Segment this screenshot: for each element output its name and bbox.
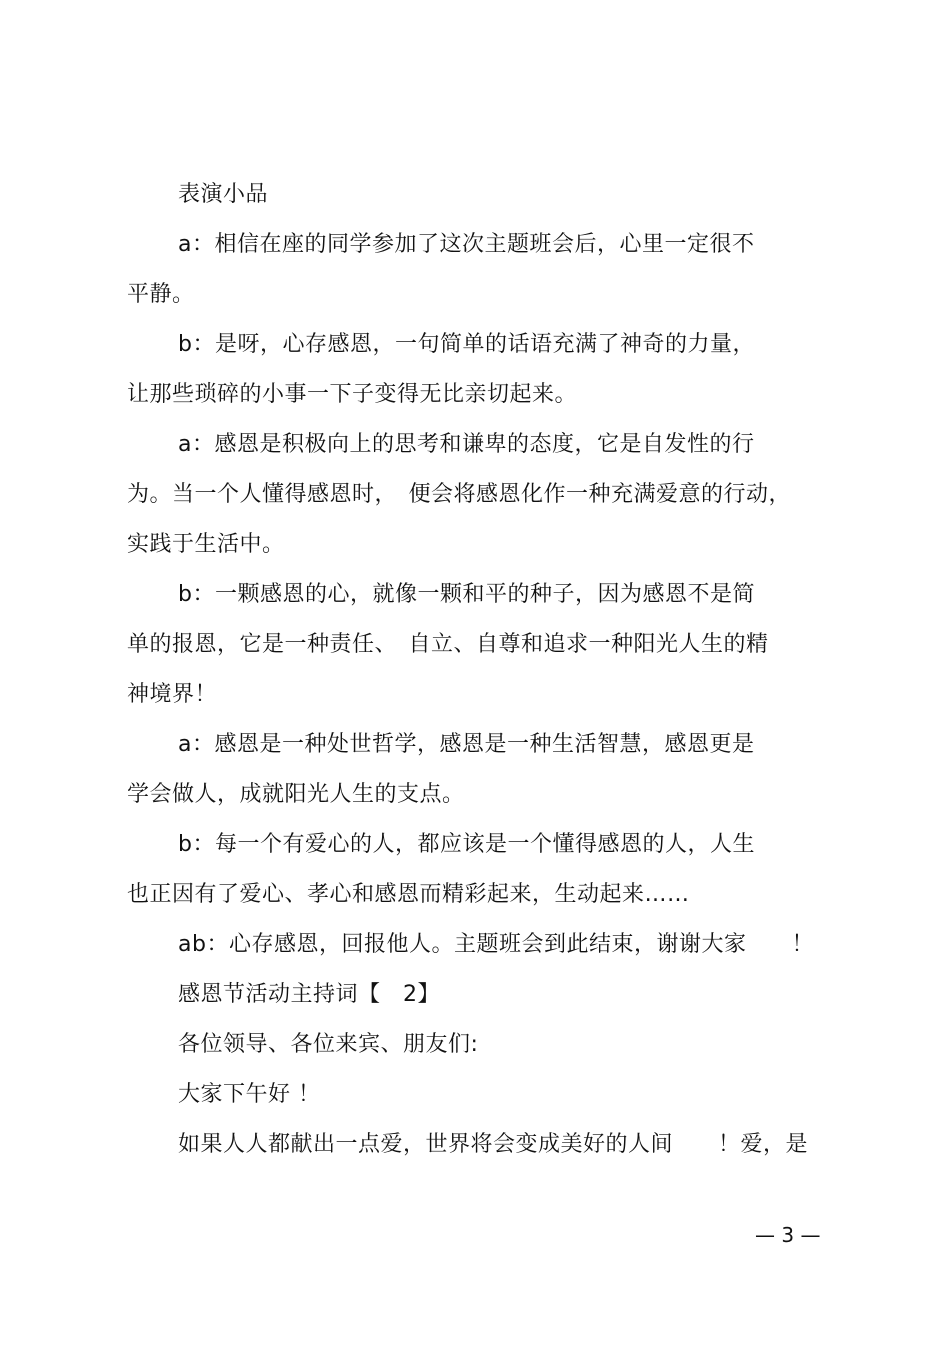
paragraph-line: 如果人人都献出一点爱，世界将会变成美好的人间 ！爱，是 — [178, 1132, 809, 1157]
paragraph-line: 为。当一个人懂得感恩时， 便会将感恩化作一种充满爱意的行动， — [127, 482, 792, 507]
paragraph-line: b：是呀，心存感恩，一句简单的话语充满了神奇的力量， — [178, 332, 755, 357]
paragraph-line: a：感恩是积极向上的思考和谦卑的态度，它是自发性的行 — [178, 432, 755, 457]
paragraph-line: 神境界！ — [127, 682, 218, 707]
paragraph-line: 实践于生活中。 — [127, 532, 285, 557]
paragraph-line: 让那些琐碎的小事一下子变得无比亲切起来。 — [127, 382, 578, 407]
paragraph-line: 也正因有了爱心、孝心和感恩而精彩起来，生动起来…… — [127, 882, 690, 907]
page-number: — 3 — — [755, 1223, 821, 1247]
paragraph-line: b：一颗感恩的心，就像一颗和平的种子，因为感恩不是简 — [178, 582, 755, 607]
paragraph-line: 平静。 — [127, 282, 195, 307]
paragraph-line: 学会做人，成就阳光人生的支点。 — [127, 782, 465, 807]
greeting-line: 大家下午好 ！ — [178, 1082, 321, 1107]
paragraph-line: a：相信在座的同学参加了这次主题班会后，心里一定很不 — [178, 232, 755, 257]
section-heading: 感恩节活动主持词【 2】 — [178, 982, 440, 1007]
paragraph-line: b：每一个有爱心的人，都应该是一个懂得感恩的人，人生 — [178, 832, 755, 857]
paragraph-line: a：感恩是一种处世哲学，感恩是一种生活智慧，感恩更是 — [178, 732, 755, 757]
paragraph-line: ab：心存感恩，回报他人。主题班会到此结束，谢谢大家 ！ — [178, 932, 814, 957]
greeting-line: 各位领导、各位来宾、朋友们: — [178, 1032, 479, 1057]
paragraph-line: 单的报恩，它是一种责任、 自立、自尊和追求一种阳光人生的精 — [127, 632, 769, 657]
section-title: 表演小品 — [178, 182, 269, 207]
